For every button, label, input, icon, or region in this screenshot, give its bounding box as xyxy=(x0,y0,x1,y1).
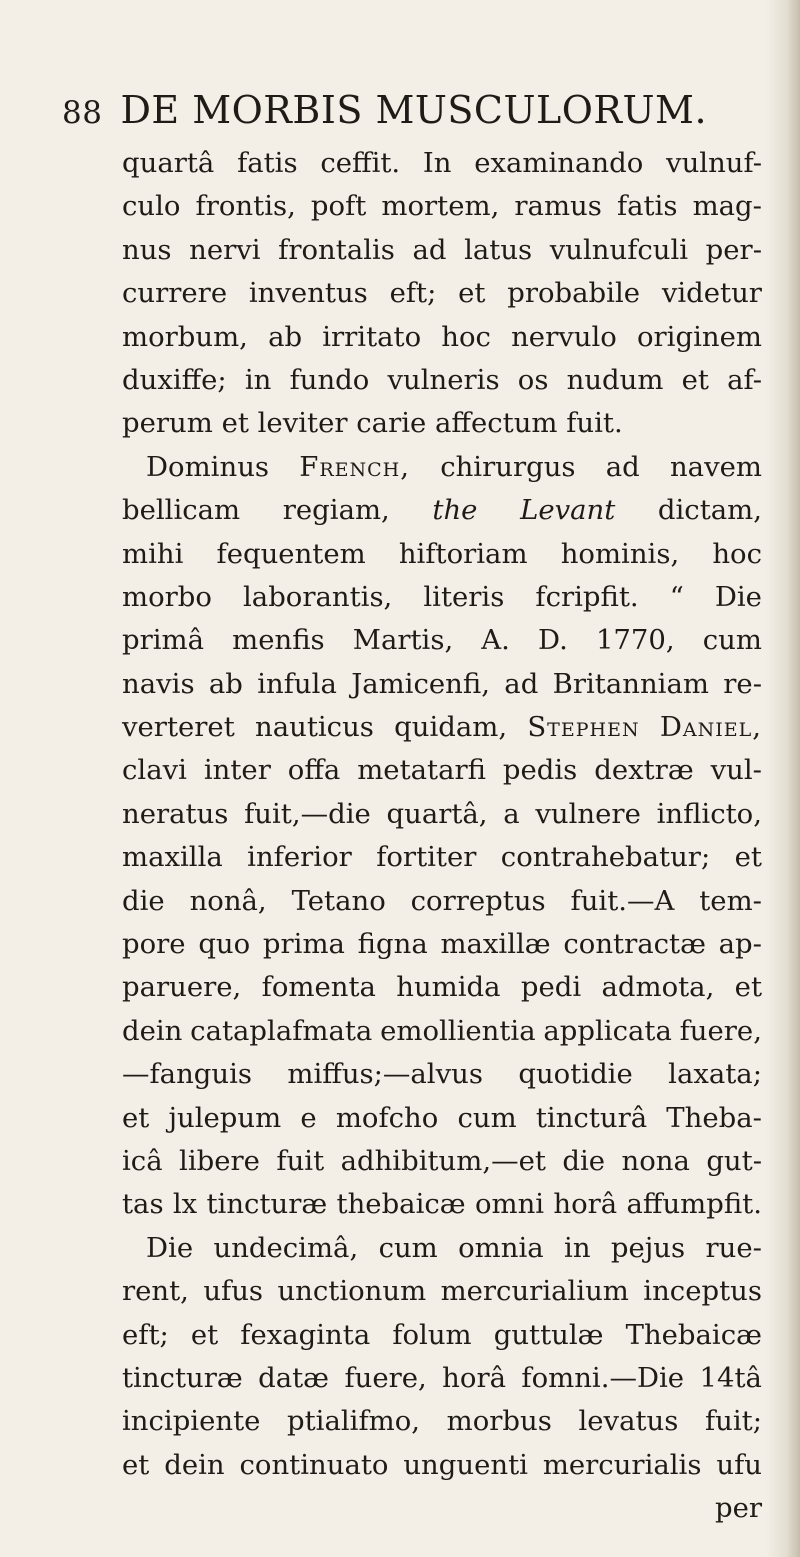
word: pedis xyxy=(502,754,578,787)
word: dein xyxy=(164,1448,225,1481)
word: mag- xyxy=(692,190,762,223)
word: fexaginta xyxy=(240,1318,371,1351)
word: per- xyxy=(705,233,762,266)
word: A. xyxy=(481,624,510,657)
word: quo xyxy=(198,928,251,961)
text-line xyxy=(122,966,762,1009)
word: dein xyxy=(122,1014,183,1047)
word: vulneris xyxy=(387,363,500,396)
word: inferior xyxy=(247,841,352,874)
word: Levant xyxy=(520,494,616,527)
word: probabile xyxy=(507,277,641,310)
word: fuit,—die xyxy=(244,797,371,830)
word: D. xyxy=(538,624,568,657)
word: neratus xyxy=(122,797,229,830)
word: originem xyxy=(636,320,762,353)
book-page xyxy=(62,88,762,1531)
word: bellicam xyxy=(122,494,241,527)
word: vulnufculi xyxy=(549,233,689,266)
text-line xyxy=(122,446,762,489)
word: gut- xyxy=(706,1144,762,1177)
word: offa xyxy=(287,754,341,787)
word: Die xyxy=(714,580,762,613)
word: incipiente xyxy=(122,1405,261,1438)
word: levatus xyxy=(578,1405,679,1438)
word: affumpfit. xyxy=(626,1188,762,1221)
page-number: 88 xyxy=(62,95,103,131)
text-line xyxy=(122,619,762,662)
word: laxata; xyxy=(668,1058,762,1091)
word: vulnere xyxy=(535,797,641,830)
word: contrahebatur; xyxy=(500,841,711,874)
text-line xyxy=(122,880,762,923)
word: fuere, xyxy=(679,1014,762,1047)
word: mortem, xyxy=(381,190,500,223)
word: Britanniam xyxy=(552,667,709,700)
word: duxiffe; xyxy=(122,363,227,396)
word: continuato xyxy=(239,1448,389,1481)
word: ptialifmo, xyxy=(287,1405,421,1438)
word: vulnuf- xyxy=(666,147,762,179)
word: In xyxy=(422,147,452,179)
word: 14tâ xyxy=(699,1361,762,1394)
word: adhibitum,—et xyxy=(340,1144,546,1177)
text-line xyxy=(122,1097,762,1140)
word: nona xyxy=(621,1144,690,1177)
word: lx xyxy=(172,1188,198,1221)
word: irritato xyxy=(322,320,422,353)
word: in xyxy=(564,1231,591,1264)
word: primâ xyxy=(122,624,205,657)
word: fequentem xyxy=(216,537,366,570)
text-line xyxy=(122,142,762,185)
word: morbum, xyxy=(122,320,248,353)
text-line xyxy=(122,185,762,228)
word: pore xyxy=(122,928,186,961)
text-line xyxy=(122,1314,762,1357)
word: os xyxy=(517,363,549,396)
word: currere xyxy=(122,277,228,310)
word: et xyxy=(458,277,486,310)
text-line xyxy=(122,663,762,706)
word: nervulo xyxy=(511,320,617,353)
text-line xyxy=(122,1183,762,1226)
word: paruere, xyxy=(122,971,242,1004)
word: maxillæ xyxy=(440,928,551,961)
word: humida xyxy=(396,971,501,1004)
text-line xyxy=(122,1444,762,1487)
word: inventus xyxy=(248,277,368,310)
word: fuit; xyxy=(704,1405,762,1438)
word: latus xyxy=(464,233,533,266)
word: contractæ xyxy=(563,928,706,961)
word: clavi xyxy=(122,754,187,787)
word: inflicto, xyxy=(656,797,762,830)
word: libere xyxy=(179,1144,260,1177)
word: hoc xyxy=(712,537,762,570)
word: —fanguis xyxy=(122,1058,253,1091)
text-line xyxy=(122,1010,762,1053)
word: guttulæ xyxy=(493,1318,604,1351)
word: admota, xyxy=(601,971,715,1004)
word: tas xyxy=(122,1188,164,1221)
text-line xyxy=(122,1053,762,1096)
word: tincturæ xyxy=(122,1361,243,1394)
word: omnia xyxy=(458,1231,544,1264)
word: 1770, xyxy=(595,624,675,657)
word: Tetano xyxy=(291,884,386,917)
text-line xyxy=(122,1400,762,1443)
text-line xyxy=(122,1357,762,1400)
page-edge-shadow xyxy=(766,0,800,1557)
word: culo xyxy=(122,190,181,223)
word: et xyxy=(681,363,709,396)
word: Daniel, xyxy=(659,711,762,744)
word: fomenta xyxy=(261,971,376,1004)
word: cataplafmata xyxy=(190,1014,373,1047)
word: fuit.—A xyxy=(570,884,675,917)
word: prima xyxy=(262,928,345,961)
word: quartâ, xyxy=(386,797,488,830)
text-line xyxy=(122,533,762,576)
word: the xyxy=(432,494,478,527)
word: applicata xyxy=(543,1014,672,1047)
word: cum xyxy=(378,1231,438,1264)
catchword-line xyxy=(122,1487,762,1530)
word: verteret xyxy=(122,711,235,744)
word: hoc xyxy=(441,320,491,353)
word: carie xyxy=(356,407,427,440)
text-line xyxy=(122,923,762,966)
text-line xyxy=(122,706,762,749)
word: nonâ, xyxy=(189,884,267,917)
word: ramus xyxy=(514,190,602,223)
word: fomni.—Die xyxy=(521,1361,685,1394)
word: Theba- xyxy=(666,1101,762,1134)
word: horâ xyxy=(553,1188,618,1221)
word: nudum xyxy=(566,363,664,396)
word: miffus;—alvus xyxy=(287,1058,483,1091)
text-line xyxy=(122,359,762,402)
word: infula xyxy=(257,667,337,700)
word: affectum xyxy=(435,407,558,440)
running-title: DE MORBIS MUSCULORUM. xyxy=(120,88,708,132)
word: nervi xyxy=(189,233,261,266)
word: menfis xyxy=(232,624,325,657)
word: frontis, xyxy=(195,190,296,223)
word: Jamicenfi, xyxy=(351,667,490,700)
word: die xyxy=(122,884,165,917)
catchword: per xyxy=(714,1492,762,1525)
word: fatis xyxy=(237,147,298,179)
word: a xyxy=(503,797,520,830)
word: unguenti xyxy=(403,1448,528,1481)
word: emollientia xyxy=(380,1014,536,1047)
word: morbo xyxy=(122,580,212,613)
word: fuere, xyxy=(344,1361,427,1394)
text-line xyxy=(122,402,762,445)
word: et xyxy=(734,971,762,1004)
word: quartâ xyxy=(122,147,215,179)
word: hiftoriam xyxy=(398,537,528,570)
word: ad xyxy=(605,450,640,483)
word: Thebaicæ xyxy=(625,1318,762,1351)
word: folum xyxy=(392,1318,472,1351)
word: thebaicæ xyxy=(336,1188,466,1221)
word: fundo xyxy=(289,363,370,396)
word: ab xyxy=(208,667,243,700)
word: fuit. xyxy=(566,407,623,440)
word: inter xyxy=(203,754,271,787)
word: leviter xyxy=(257,407,348,440)
word: dictam, xyxy=(657,494,762,527)
word: mercurialium xyxy=(440,1275,629,1308)
word: regiam, xyxy=(282,494,390,527)
word: mofcho xyxy=(335,1101,439,1134)
word: icâ xyxy=(122,1144,163,1177)
word: rent, xyxy=(122,1275,189,1308)
word: Dominus xyxy=(146,450,270,483)
word: tem- xyxy=(699,884,762,917)
text-line xyxy=(122,272,762,315)
word: mihi xyxy=(122,537,184,570)
word: eft; xyxy=(389,277,437,310)
text-line xyxy=(122,576,762,619)
word: examinando xyxy=(474,147,644,179)
word: ceffit. xyxy=(320,147,401,179)
text-line xyxy=(122,316,762,359)
word: et xyxy=(190,1318,219,1351)
word: et xyxy=(122,1101,150,1134)
word: hominis, xyxy=(560,537,680,570)
word: poft xyxy=(310,190,367,223)
word: inceptus xyxy=(643,1275,762,1308)
word: literis xyxy=(423,580,505,613)
word: metatarfi xyxy=(357,754,486,787)
word: horâ xyxy=(442,1361,506,1394)
word: fcripfit. xyxy=(535,580,639,613)
word: die xyxy=(562,1144,606,1177)
word: rue- xyxy=(705,1231,762,1264)
word: ad xyxy=(412,233,447,266)
word: Stephen xyxy=(527,711,640,744)
word: undecimâ, xyxy=(213,1231,359,1264)
text-line xyxy=(122,1270,762,1313)
word: ap- xyxy=(718,928,762,961)
word: navem xyxy=(669,450,762,483)
word: nus xyxy=(122,233,172,266)
word: perum xyxy=(122,407,213,440)
word: af- xyxy=(727,363,762,396)
word: tincturâ xyxy=(535,1101,648,1134)
word: unctionum xyxy=(277,1275,427,1308)
word: fortiter xyxy=(376,841,477,874)
running-head xyxy=(62,88,762,132)
word: chirurgus xyxy=(440,450,576,483)
word: vul- xyxy=(710,754,762,787)
text-line xyxy=(122,489,762,532)
word: in xyxy=(244,363,272,396)
word: nauticus xyxy=(255,711,374,744)
word: quotidie xyxy=(518,1058,633,1091)
word: “ xyxy=(669,580,684,613)
word: figna xyxy=(357,928,428,961)
word: re- xyxy=(723,667,762,700)
text-line xyxy=(122,749,762,792)
word: laborantis, xyxy=(243,580,393,613)
word: correptus xyxy=(410,884,546,917)
word: morbus xyxy=(446,1405,552,1438)
word: frontalis xyxy=(278,233,395,266)
word: mercurialis xyxy=(542,1448,702,1481)
word: videtur xyxy=(661,277,762,310)
word: tincturæ xyxy=(206,1188,328,1221)
word: Martis, xyxy=(352,624,454,657)
word: pedi xyxy=(520,971,582,1004)
word: omni xyxy=(474,1188,545,1221)
word: quidam, xyxy=(394,711,508,744)
word: ufu xyxy=(716,1448,762,1481)
word: cum xyxy=(702,624,762,657)
word: et xyxy=(221,407,249,440)
word: cum xyxy=(457,1101,517,1134)
word: ab xyxy=(268,320,303,353)
word: datæ xyxy=(258,1361,330,1394)
word: eft; xyxy=(122,1318,169,1351)
word: et xyxy=(734,841,762,874)
word: ufus xyxy=(203,1275,264,1308)
word: et xyxy=(122,1448,150,1481)
word: Die xyxy=(146,1231,194,1264)
word: e xyxy=(300,1101,317,1134)
word: fuit xyxy=(276,1144,325,1177)
word: julepum xyxy=(168,1101,282,1134)
text-line xyxy=(122,836,762,879)
word: French, xyxy=(299,450,410,483)
body-text xyxy=(122,142,762,1531)
word: fatis xyxy=(616,190,678,223)
word: maxilla xyxy=(122,841,223,874)
word: navis xyxy=(122,667,195,700)
word: ad xyxy=(504,667,539,700)
text-line xyxy=(122,1140,762,1183)
text-line xyxy=(122,1227,762,1270)
word: pejus xyxy=(610,1231,686,1264)
text-line xyxy=(122,229,762,272)
word: dextræ xyxy=(594,754,694,787)
text-line xyxy=(122,793,762,836)
